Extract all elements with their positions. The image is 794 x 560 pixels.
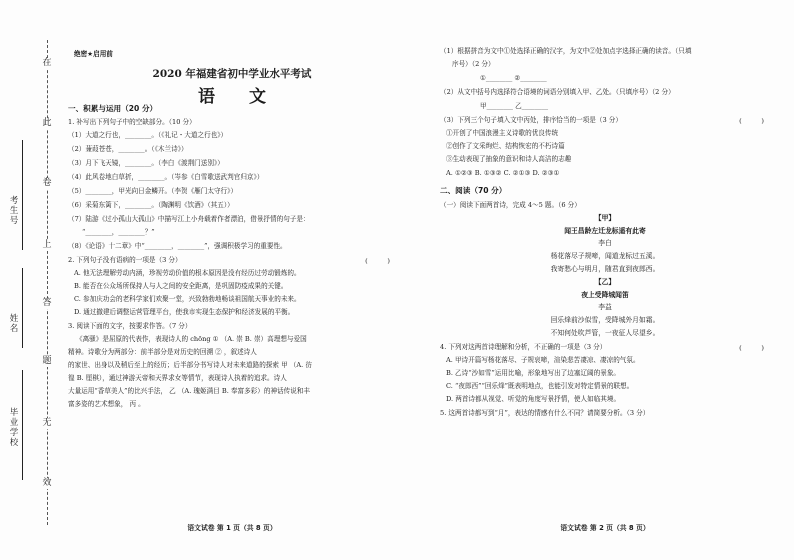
poem-line: 回乐烽前沙似雪，受降城外月如霜。 [550,316,660,324]
q2-option[interactable]: A. 他无法理解劳动内涵，珍视劳动价值的根本原因是没有经历过劳动锻炼的。 [74,269,301,277]
binding-char: 效 [40,478,54,489]
section-heading: 一、积累与运用（20 分） [68,104,158,113]
q3-sub: 序号）（2 分） [452,60,495,68]
q1-item[interactable]: （6）采菊东篱下，________。（陶渊明《饮酒》（其五）） [68,201,234,209]
q3-sub: （2）从文中括号内选择符合语境的词语分别填入甲、乙处。（只填序号）（2 分） [440,88,675,96]
left-page [68,104,396,409]
question-1: 1. 补写出下列句子中的空缺部分。（10 分） [68,118,196,126]
q3-sub: （3）下列三个句子填入文中丙处，排序恰当的一项是（3 分） [440,116,622,124]
right-page [440,46,770,418]
poem-line: 不知何处吹芦管，一夜征人尽望乡。 [550,329,660,337]
binding-margin [0,0,62,560]
q3-sentence: ③生动表现了抽象的意识和诗人高洁的志趣 [446,155,572,163]
name-label: 姓名 [9,314,19,334]
q1-item[interactable]: （1）大道之行也，________。（《礼记・大道之行也》） [68,131,228,139]
q2-option[interactable]: D. 通过撤建后调整运营管理平台，使我市实现生态保护和经济发展的平衡。 [74,308,295,316]
binding-char: 上 [40,240,54,251]
q3-passage-line: 富多姿的艺术想象， 丙 。 [68,400,145,408]
binding-char: 答 [40,298,54,309]
name-line[interactable] [22,268,23,348]
q2-option[interactable]: B. 能否在公众场所保持人与人之间的安全距离，是巩固防疫成果的关键。 [74,282,288,290]
binding-dashed-line [47,40,48,525]
q3-passage-line: 大量运用“香草美人”的比兴手法， 乙 （A. 瑰姬满目 B. 奉富多彩）的神话传说和丰 [68,387,311,395]
binding-char: 无 [40,418,54,429]
q3-passage-line: 精神。诗歌分为两部分：前半部分是对历史的回溯 ② ，叙述诗人 [68,348,257,356]
q1-item[interactable]: （8）《论语》十二章》中“________，________”，强调积极学习的重要性。 [68,242,287,250]
poem-title: 闻王昌龄左迁龙标遥有此寄 [564,227,646,235]
reading-intro: （一）阅读下面两首诗，完成 4～5 题。（6 分） [440,201,581,209]
q3-sentence: ②创作了文采绚烂、结构恢宏的不朽诗篇 [446,142,565,150]
q1-item[interactable]: （5）________，甲光向日金鳞开。（李贺《雁门太守行》） [68,187,238,195]
school-line[interactable] [22,370,23,480]
q2-option[interactable]: C. 参加庆功会的老科学家们欢聚一堂，兴致勃勃地畅谈祖国航天事业的未来。 [74,295,301,303]
student-id-label: 考生号 [9,196,19,226]
q3-choices[interactable]: A. ①②③ B. ①③② C. ②①③ D. ②③① [446,169,560,177]
page-footer-right: 语文试卷 第 2 页（共 8 页） [560,524,650,532]
question-5: 5. 这两首诗都写到“月”，表达的情感有什么不同？请简要分析。（3 分） [440,409,650,417]
poem-line: 我寄愁心与明月，随君直到夜郎西。 [550,265,660,273]
poem-author: 李白 [598,239,612,247]
q1-item[interactable]: （7）陆游《过小孤山大孤山》中描写江上小舟载着作者漂泊，借景抒情的句子是： [68,215,310,223]
q4-option[interactable]: A. 甲诗开篇写杨花落尽、子规哀啼，渲染悲苦凄凉、凄凉的气氛。 [446,356,640,364]
binding-char: 题 [40,356,54,367]
poem-title: 夜上受降城闻笛 [581,291,629,299]
q1-item[interactable]: （4）此风卷地白草折，________。（岑参《白雪歌送武判官归京》） [68,173,264,181]
question-2: 2. 下列句子没有语病的一项是（3 分） [68,256,182,264]
confidential-mark: 绝密★启用前 [74,50,113,58]
exam-title: 2020 年福建省初中学业水平考试 [152,68,312,80]
student-id-line[interactable] [22,140,23,250]
subject-title: 语 文 [198,87,280,107]
q4-option[interactable]: B. 乙诗“沙如雪”运用比喻，形象地写出了边塞辽阔的景象。 [446,369,621,377]
question-4: 4. 下列对这两首诗理解和分析，不正确的一项是（3 分） [440,343,607,351]
answer-bracket[interactable]: ( ) [365,257,390,265]
q3-passage-line: 《离骚》是屈原的代表作，表现诗人的 chōng ① （A. 崇 B. 崇）高理想与爱国 [76,335,307,343]
school-label: 毕业学校 [9,408,19,448]
q3-answer-blanks[interactable]: ①________ ②________ [480,74,547,82]
section-heading: 二、阅读（70 分） [440,186,507,195]
q1-item[interactable]: （3）月下飞天镜，________。（李白《渡荆门送别》） [68,159,224,167]
question-2-row [68,255,396,265]
q4-option[interactable]: C. “夜郎西”“回乐烽”既表明地点，也能引发对特定情景的联想。 [446,382,634,390]
q3-sentence: ①开创了中国浪漫主义诗歌的优良传统 [446,129,559,137]
q4-option[interactable]: D. 两首诗都从视觉、听觉的角度写景抒情，使人如临其境。 [446,395,621,403]
q3-answer-blanks[interactable]: 甲________ 乙________ [480,102,549,110]
binding-char: 在 [40,58,54,69]
question-3: 3. 阅读下面的文字，按要求作答。（7 分） [68,322,192,330]
poem-author: 李益 [598,303,612,311]
page-footer-left: 语文试卷 第 1 页（共 8 页） [187,524,277,532]
q3-sub: （1）根据拼音为文中①处选择正确的汉字，为文中②处加点字选择正确的读音。（只填 [440,47,692,55]
poem-tag: 【甲】 [594,214,616,222]
poem-tag: 【乙】 [594,278,616,286]
q3-passage-line: 徨 B. 厘棋），通过神游天帝和天界求女等情节，表现诗人执着的追求。诗人 [68,374,287,382]
question-4-row [440,342,770,352]
answer-bracket[interactable]: ( ) [739,344,764,352]
answer-bracket[interactable]: ( ) [739,117,764,125]
q1-item[interactable]: （2）蒹葭苍苍，________。（《木兰诗》） [68,145,188,153]
binding-char: 此 [40,118,54,129]
q3-passage-line: 的家世、出身以及稍后至上的经历；后半部分书写诗人对未来道路的探索 甲 （A. 彷 [68,361,312,369]
poem-line: 杨花落尽子规啼，闻道龙标过五溪。 [550,252,660,260]
binding-char: 卷 [40,178,54,189]
q1-item[interactable]: “________，________？” [82,228,155,236]
q3-3-row [440,115,770,125]
